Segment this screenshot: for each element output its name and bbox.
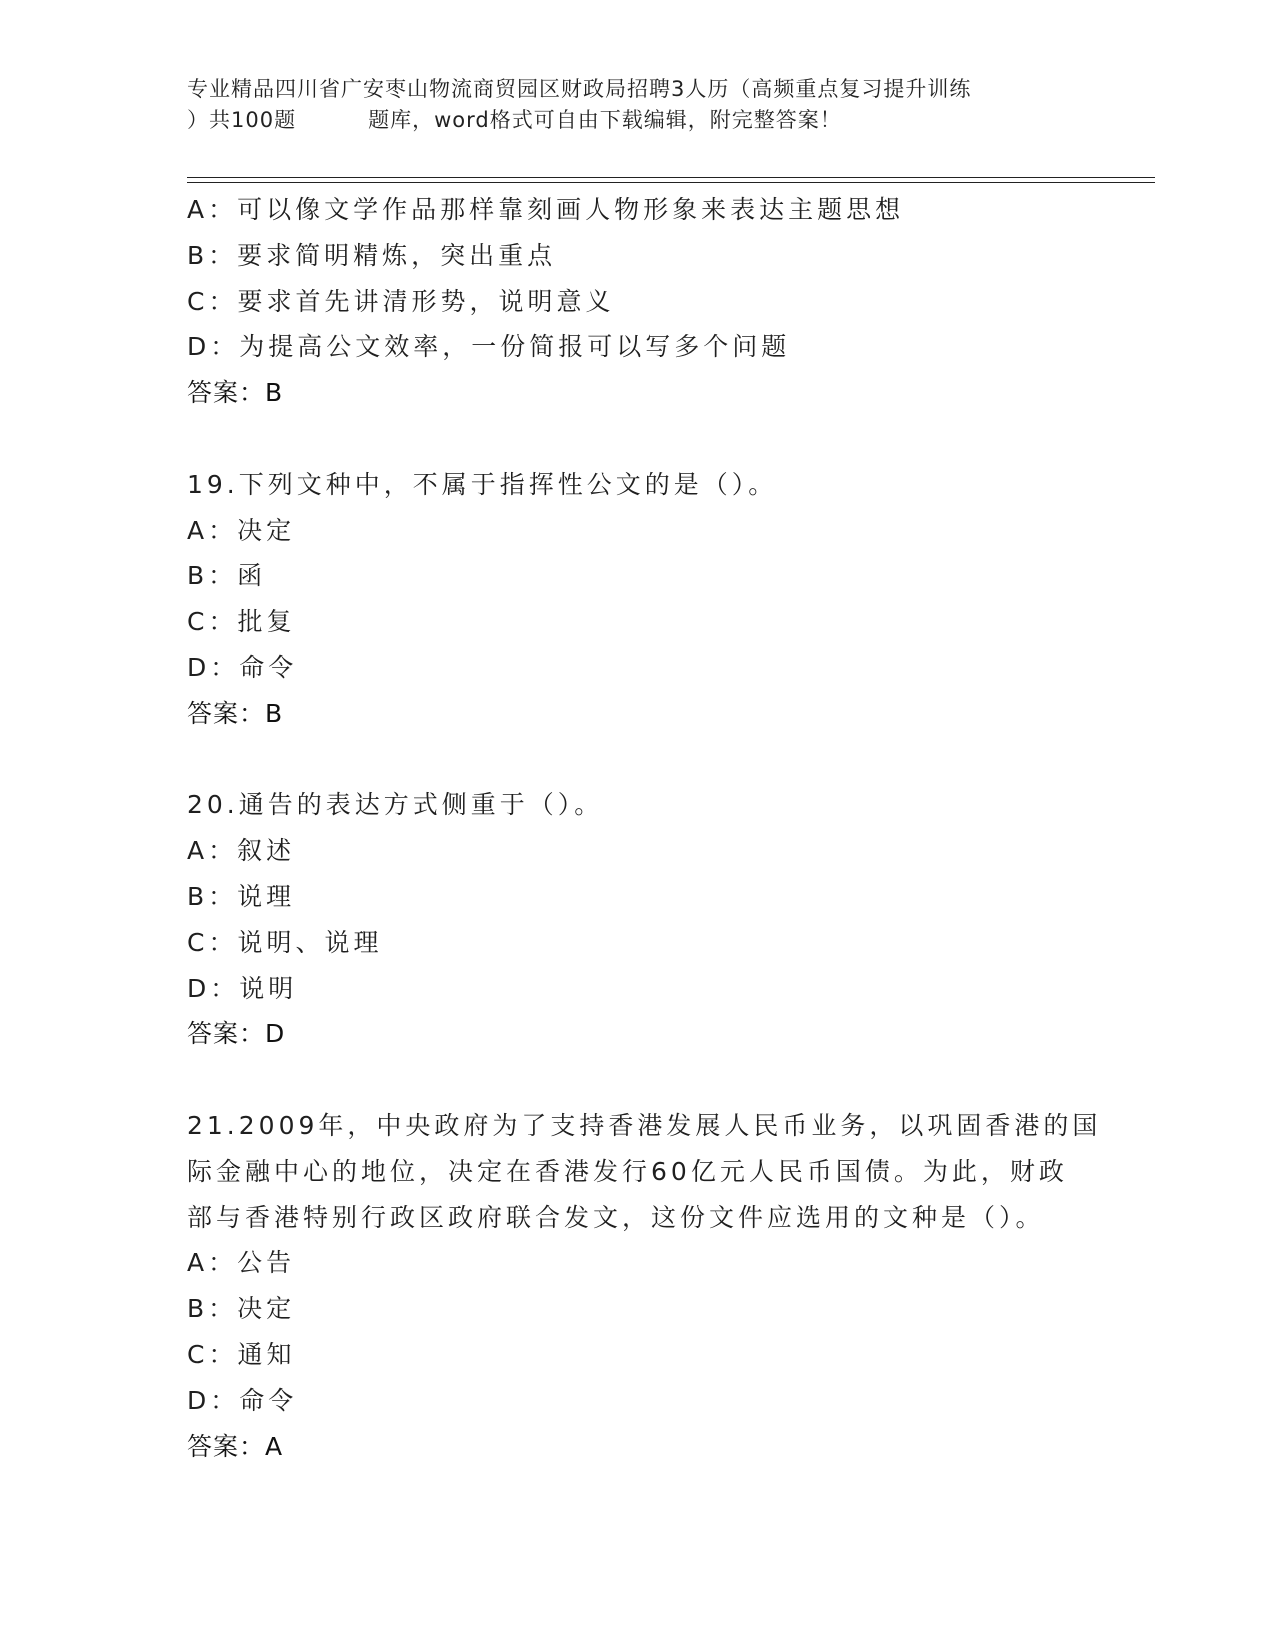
option-d: D：为提高公文效率，一份简报可以写多个问题: [187, 332, 791, 362]
question-21-block: [187, 1103, 1102, 1469]
option-b: B：函: [187, 561, 267, 591]
spacer: [187, 416, 1087, 462]
option-d: D：命令: [187, 1385, 298, 1415]
question-18-block: [187, 187, 1087, 416]
option-c: C：说明、说理: [187, 927, 383, 957]
option-a: A：公告: [187, 1248, 296, 1278]
option-b: B：决定: [187, 1294, 296, 1324]
option-c: C：要求首先讲清形势，说明意义: [187, 286, 615, 316]
question-text-line-3: 部与香港特别行政区政府联合发文，这份文件应选用的文种是（）。: [187, 1202, 1045, 1232]
question-list: [187, 187, 1102, 1469]
question-text: 19.下列文种中，不属于指挥性公文的是（）。: [187, 469, 778, 499]
answer: 答案：A: [187, 1431, 284, 1461]
option-a: A：决定: [187, 515, 296, 545]
spacer: [187, 1057, 1087, 1103]
header-download-note: 题库，word格式可自由下载编辑，附完整答案！: [368, 108, 842, 132]
option-c: C：批复: [187, 607, 296, 637]
question-text-line-1: 21.2009年，中央政府为了支持香港发展人民币业务，以巩固香港的国: [187, 1110, 1102, 1140]
header-divider-top: [187, 177, 1155, 178]
option-b: B：说理: [187, 881, 296, 911]
question-text: 20.通告的表达方式侧重于（）。: [187, 790, 604, 820]
option-a: A：叙述: [187, 836, 296, 866]
option-b: B：要求简明精炼，突出重点: [187, 240, 557, 270]
header-title-line-2: [187, 105, 1087, 136]
option-a: A：可以像文学作品那样靠刻画人物形象来表达主题思想: [187, 195, 905, 224]
header-title-line-1: 专业精品四川省广安枣山物流商贸园区财政局招聘3人历（高频重点复习提升训练: [187, 77, 972, 101]
option-d: D：命令: [187, 652, 298, 682]
spacer: [187, 737, 1087, 783]
answer: 答案：B: [187, 378, 284, 408]
answer: 答案：D: [187, 1019, 286, 1049]
question-19-block: [187, 462, 1087, 737]
header-divider-bottom: [187, 182, 1155, 183]
question-20-block: [187, 782, 1087, 1057]
document-header: [187, 74, 1087, 136]
answer: 答案：B: [187, 698, 284, 728]
option-c: C：通知: [187, 1339, 296, 1369]
header-question-count: ）共100题: [187, 108, 297, 132]
question-text-line-2: 际金融中心的地位，决定在香港发行60亿元人民币国债。为此，财政: [187, 1156, 1068, 1186]
option-d: D：说明: [187, 973, 298, 1003]
